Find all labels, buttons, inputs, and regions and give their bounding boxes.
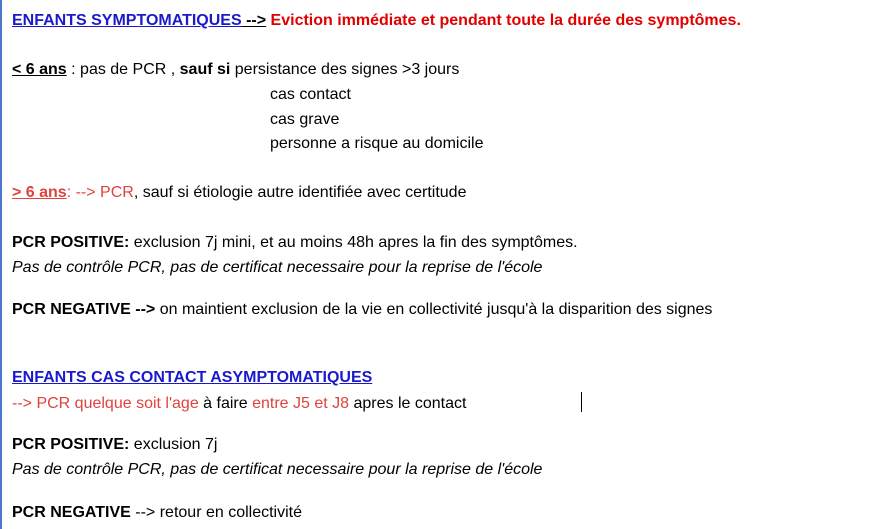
contact-positive-line bbox=[12, 435, 217, 454]
pcr-negative-line bbox=[12, 300, 712, 319]
contact-pcr-a: à faire bbox=[203, 395, 253, 412]
section2-heading-line bbox=[12, 368, 372, 387]
contact-positive-note: Pas de contrôle PCR, pas de certificat necessaire pour la reprise de l'école bbox=[12, 461, 543, 478]
section1-heading-note: Eviction immédiate et pendant toute la durée des symptômes. bbox=[266, 12, 741, 29]
under6-cond1: persistance des signes >3 jours bbox=[230, 61, 460, 78]
contact-negative-label: PCR NEGATIVE bbox=[12, 504, 131, 521]
contact-pcr-window: entre J5 et J8 bbox=[252, 395, 350, 412]
contact-positive-label: PCR POSITIVE: bbox=[12, 436, 130, 453]
over6-rest: , sauf si étiologie autre identifiée avec certitude bbox=[133, 184, 467, 201]
contact-pcr-b: apres le contact bbox=[349, 395, 467, 412]
under6-sep: : pas de PCR , bbox=[66, 61, 180, 78]
cell-border bbox=[0, 0, 2, 529]
under6-sauf: sauf si bbox=[179, 61, 231, 78]
under6-label: < 6 ans bbox=[12, 61, 67, 78]
contact-positive-text: exclusion 7j bbox=[129, 436, 218, 453]
under6-line bbox=[12, 60, 459, 79]
under6-cond4: personne a risque au domicile bbox=[270, 135, 484, 152]
section1-heading-arrow: --> bbox=[241, 12, 267, 29]
over6-arrow: : --> PCR bbox=[66, 184, 134, 201]
contact-pcr-line bbox=[12, 394, 466, 413]
pcr-negative-label: PCR NEGATIVE --> bbox=[12, 301, 156, 318]
section1-heading: ENFANTS SYMPTOMATIQUES bbox=[12, 12, 242, 29]
under6-cond2: cas contact bbox=[270, 86, 351, 103]
contact-negative-line bbox=[12, 503, 302, 522]
contact-negative-text: --> retour en collectivité bbox=[130, 504, 303, 521]
pcr-positive-line bbox=[12, 233, 578, 252]
pcr-negative-text: on maintient exclusion de la vie en collectivité jusqu'à la disparition des signes bbox=[155, 301, 713, 318]
section2-heading: ENFANTS CAS CONTACT ASYMPTOMATIQUES bbox=[12, 369, 373, 386]
pcr-positive-note: Pas de contrôle PCR, pas de certificat necessaire pour la reprise de l'école bbox=[12, 259, 543, 276]
pcr-positive-label: PCR POSITIVE: bbox=[12, 234, 130, 251]
contact-pcr-red: --> PCR quelque soit l'age bbox=[12, 395, 204, 412]
over6-label: > 6 ans bbox=[12, 184, 67, 201]
under6-cond3: cas grave bbox=[270, 111, 340, 128]
over6-line bbox=[12, 183, 466, 202]
section1-heading-line bbox=[12, 11, 741, 30]
text-cursor bbox=[581, 392, 582, 412]
pcr-positive-text: exclusion 7j mini, et au moins 48h apres la fin des symptômes. bbox=[129, 234, 578, 251]
